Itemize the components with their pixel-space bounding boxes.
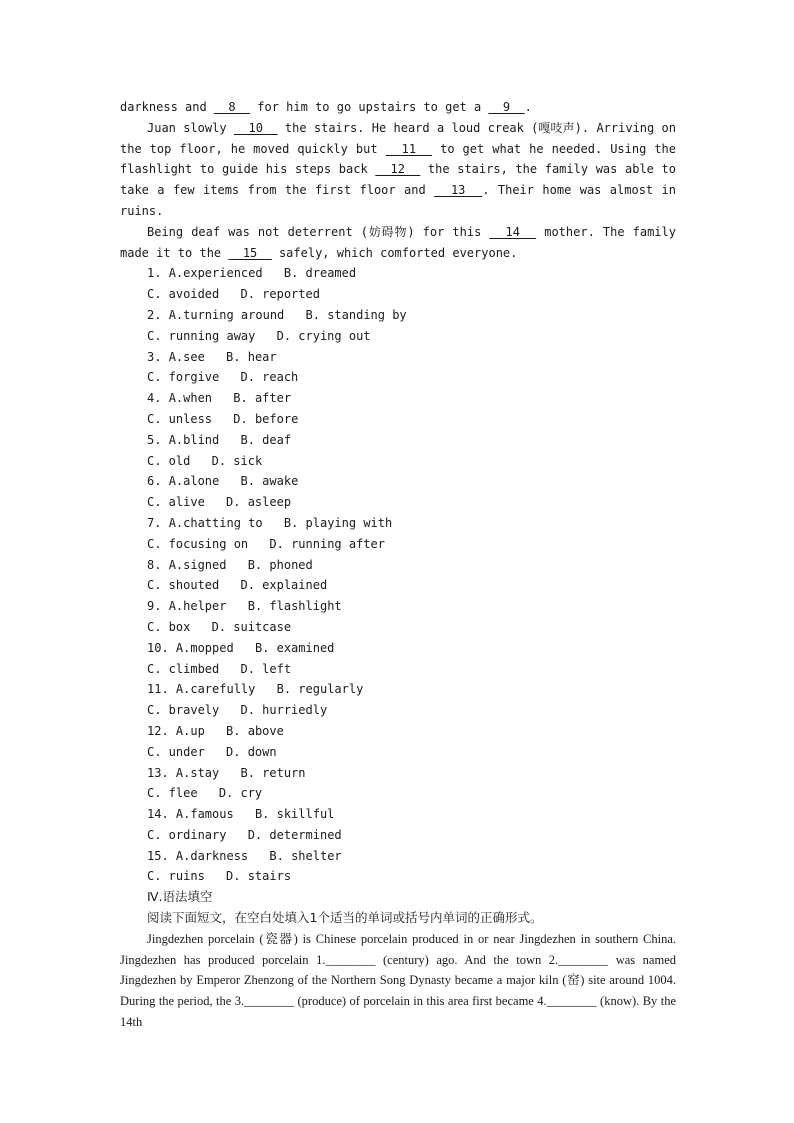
option-b: B. playing with	[283, 515, 393, 530]
option-c: C. old	[147, 453, 191, 468]
option-line-cd	[120, 284, 676, 305]
option-line-ab	[120, 596, 676, 617]
option-d: D. before	[233, 411, 299, 426]
option-line-ab	[120, 347, 676, 368]
option-c: C. bravely	[147, 703, 220, 718]
option-d: D. running after	[269, 536, 385, 551]
option-line-ab	[120, 388, 676, 409]
option-a: A.up	[175, 723, 205, 738]
section-instruction: 阅读下面短文，在空白处填入1个适当的单词或括号内单词的正确形式。	[147, 910, 543, 926]
option-line-cd	[120, 825, 676, 846]
option-line-ab	[120, 471, 676, 492]
option-c: C. box	[147, 619, 191, 634]
option-b: B. examined	[254, 640, 335, 655]
option-b: B. standing by	[305, 307, 407, 322]
option-d: D. reach	[240, 370, 299, 385]
option-d: D. determined	[247, 827, 342, 842]
option-line-ab	[120, 804, 676, 825]
option-b: B. flashlight	[247, 599, 342, 614]
option-c: C. ordinary	[147, 827, 227, 842]
option-a: A.helper	[168, 599, 227, 614]
blank-14: 14	[489, 224, 537, 239]
option-d: D. crying out	[276, 328, 371, 343]
option-line-ab	[120, 263, 676, 284]
option-b: B. above	[226, 723, 284, 738]
option-line-ab	[120, 721, 676, 742]
option-b: B. dreamed	[283, 266, 357, 281]
option-d: D. hurriedly	[240, 703, 328, 718]
option-line-ab	[120, 430, 676, 451]
option-a: A.alone	[168, 474, 220, 489]
section-heading: Ⅳ.语法填空	[147, 889, 213, 905]
option-line-cd	[120, 659, 676, 680]
option-d: D. stairs	[226, 869, 292, 884]
option-c: C. climbed	[147, 661, 220, 676]
question-number: 2.	[147, 307, 169, 322]
blank-10: 10	[233, 120, 278, 135]
option-line-ab	[120, 555, 676, 576]
document-page	[120, 97, 676, 1033]
blank-8: 8	[213, 100, 251, 114]
question-number: 10.	[147, 640, 176, 655]
option-line-cd	[120, 451, 676, 472]
question-number: 12.	[147, 723, 176, 738]
option-a: A.blind	[168, 432, 220, 447]
option-a: A.signed	[168, 557, 227, 572]
option-c: C. ruins	[147, 869, 205, 884]
option-line-cd	[120, 409, 676, 430]
option-line-cd	[120, 534, 676, 555]
question-number: 8.	[147, 557, 169, 572]
question-number: 7.	[147, 515, 169, 530]
option-a: A.chatting to	[168, 515, 263, 530]
option-c: C. running away	[147, 328, 256, 343]
option-b: B. awake	[240, 474, 299, 489]
question-number: 15.	[147, 848, 176, 863]
option-line-cd	[120, 617, 676, 638]
option-line-ab	[120, 305, 676, 326]
option-d: D. reported	[240, 287, 320, 302]
option-a: A.experienced	[168, 266, 263, 281]
option-c: C. focusing on	[147, 536, 249, 551]
option-line-cd	[120, 866, 676, 887]
question-number: 1.	[147, 266, 169, 281]
question-number: 3.	[147, 349, 169, 364]
option-d: D. down	[226, 744, 277, 759]
option-c: C. under	[147, 744, 205, 759]
option-line-cd	[120, 783, 676, 804]
option-a: A.famous	[175, 807, 234, 822]
question-number: 4.	[147, 391, 169, 406]
question-number: 6.	[147, 474, 169, 489]
option-b: B. deaf	[240, 432, 292, 447]
option-line-cd	[120, 326, 676, 347]
option-b: B. return	[240, 765, 306, 780]
option-b: B. regularly	[276, 682, 364, 697]
option-c: C. flee	[147, 786, 198, 801]
option-a: A.stay	[175, 765, 220, 780]
option-line-cd	[120, 700, 676, 721]
option-c: C. alive	[147, 495, 205, 510]
option-d: D. suitcase	[211, 619, 292, 634]
option-d: D. cry	[218, 786, 263, 801]
option-line-ab	[120, 763, 676, 784]
option-a: A.darkness	[175, 848, 249, 863]
option-a: A.carefully	[175, 682, 256, 697]
question-number: 13.	[147, 765, 176, 780]
option-c: C. avoided	[147, 287, 220, 302]
option-line-ab	[120, 513, 676, 534]
passage-line-1: darkness and 8 for him to go upstairs to get a 9 .	[120, 100, 532, 114]
blank-13: 13	[434, 183, 483, 198]
option-b: B. phoned	[247, 557, 313, 572]
option-line-ab	[120, 679, 676, 700]
option-d: D. sick	[211, 453, 263, 468]
option-line-ab	[120, 638, 676, 659]
blank-9: 9	[488, 100, 525, 114]
option-b: B. after	[233, 391, 292, 406]
blank-12: 12	[375, 162, 421, 177]
option-line-cd	[120, 742, 676, 763]
option-line-ab	[120, 846, 676, 867]
option-b: B. shelter	[269, 848, 342, 863]
option-d: D. left	[240, 661, 292, 676]
option-a: A.mopped	[175, 640, 234, 655]
option-line-cd	[120, 367, 676, 388]
grammar-passage: Jingdezhen porcelain (瓷器) is Chinese porcelain produced in or near Jingdezhen in southern China. Jingdezhen has produced porcelain 1.________ (century) ago. And the town 2.________ was named Jingdezhen by Emperor Zhenzong of the Northern Song Dynasty became a major kiln (窑) site around 1004. During the period, the 3.________ (produce) of porcelain in this area first became 4.________ (know). By the 14th	[120, 931, 676, 1030]
option-c: C. shouted	[147, 578, 220, 593]
option-line-cd	[120, 575, 676, 596]
option-a: A.when	[168, 391, 213, 406]
option-d: D. explained	[240, 578, 328, 593]
option-a: A.see	[168, 349, 205, 364]
options-list	[120, 263, 676, 887]
passage-paragraph-deaf: Being deaf was not deterrent (妨碍物) for this 14 mother. The family made it to the 15 safely, which comforted everyone.	[120, 224, 676, 260]
blank-15: 15	[228, 245, 272, 260]
question-number: 5.	[147, 432, 169, 447]
option-c: C. forgive	[147, 370, 220, 385]
question-number: 11.	[147, 682, 176, 697]
option-a: A.turning around	[168, 307, 285, 322]
passage-paragraph-juan: Juan slowly 10 the stairs. He heard a loud creak (嘎吱声). Arriving on the top floor, he moved quickly but 11 to get what he needed. Using the flashlight to guide his steps back 12 the stairs, the family was able to take a few items from the first floor and 13 . Their home was almost in ruins.	[120, 120, 677, 218]
question-number: 14.	[147, 807, 176, 822]
question-number: 9.	[147, 599, 169, 614]
option-b: B. hear	[226, 349, 277, 364]
option-c: C. unless	[147, 411, 213, 426]
option-d: D. asleep	[226, 495, 292, 510]
option-b: B. skillful	[254, 807, 335, 822]
blank-11: 11	[385, 141, 433, 156]
option-line-cd	[120, 492, 676, 513]
